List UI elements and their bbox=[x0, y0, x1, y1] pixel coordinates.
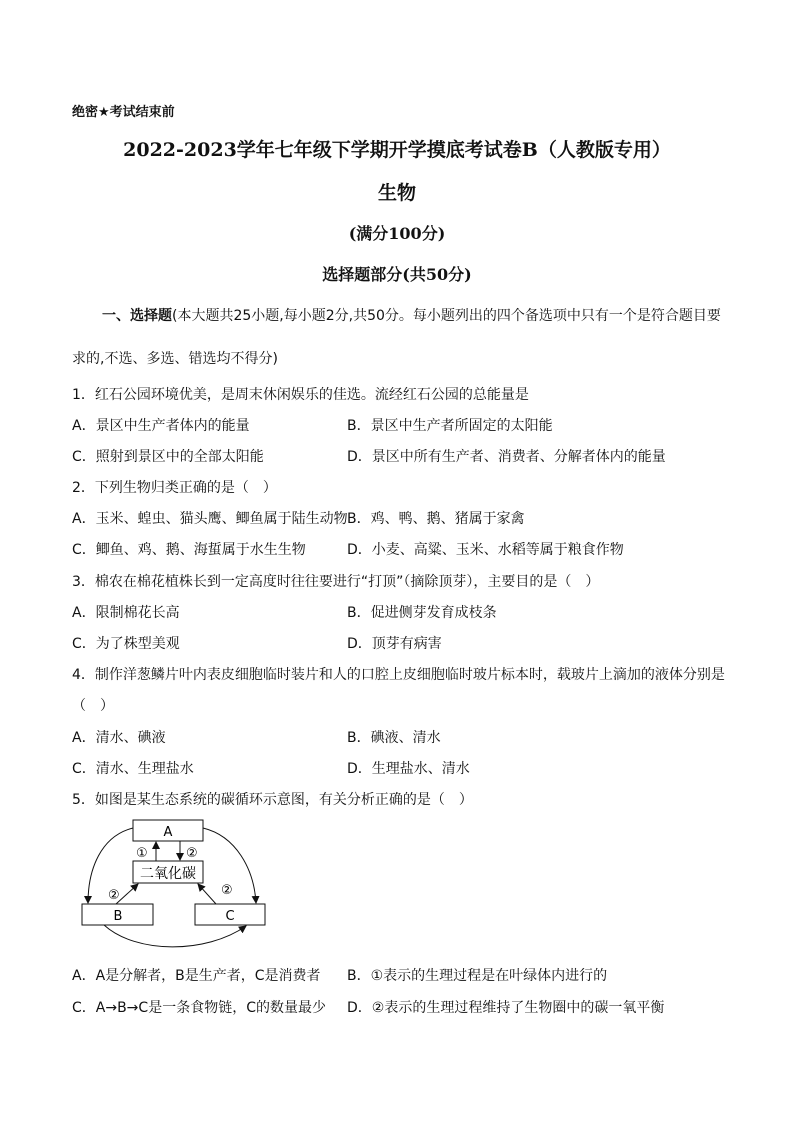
box-a-label: A bbox=[163, 825, 173, 840]
question-1-option-a: A．景区中生产者体内的能量 bbox=[72, 418, 250, 434]
arrow-b-to-c bbox=[104, 925, 246, 947]
confidential-label: 绝密★考试结束前 bbox=[72, 105, 175, 120]
question-5-stem: 5．如图是某生态系统的碳循环示意图，有关分析正确的是（ ） bbox=[72, 792, 473, 808]
exam-title: 2022-2023学年七年级下学期开学摸底考试卷B（人教版专用） bbox=[123, 139, 671, 161]
question-2-option-c: C．鲫鱼、鸡、鹅、海蜇属于水生生物 bbox=[72, 542, 306, 558]
question-2-option-d: D．小麦、高粱、玉米、水稻等属于粮食作物 bbox=[347, 542, 624, 558]
question-5-option-c: C．A→B→C是一条食物链，C的数量最少 bbox=[72, 1000, 326, 1016]
question-2-option-a: A．玉米、蝗虫、猫头鹰、鲫鱼属于陆生动物 bbox=[72, 511, 348, 527]
instructions-continued: 求的,不选、多选、错选均不得分) bbox=[72, 351, 278, 367]
question-4-option-d: D．生理盐水、清水 bbox=[347, 761, 470, 777]
box-b-label: B bbox=[113, 909, 123, 924]
question-5-option-b: B．①表示的生理过程是在叶绿体内进行的 bbox=[347, 968, 608, 984]
question-3-option-b: B．促进侧芽发育成枝条 bbox=[347, 605, 497, 621]
question-2-stem: 2．下列生物归类正确的是（ ） bbox=[72, 480, 277, 496]
question-4-option-b: B．碘液、清水 bbox=[347, 730, 441, 746]
arrow-c-to-co2 bbox=[198, 884, 216, 904]
section-label: 一、选择题 bbox=[102, 308, 172, 324]
question-1-option-b: B．景区中生产者所固定的太阳能 bbox=[347, 418, 553, 434]
instructions-text: (本大题共25小题,每小题2分,共50分。每小题列出的四个备选项中只有一个是符合题目要 bbox=[172, 308, 721, 324]
question-3-option-a: A．限制棉花长高 bbox=[72, 605, 180, 621]
question-1-option-c: C．照射到景区中的全部太阳能 bbox=[72, 449, 264, 465]
box-c-label: C bbox=[225, 909, 235, 924]
box-co2-label: 二氧化碳 bbox=[140, 866, 196, 882]
question-4-stem-continued: （ ） bbox=[72, 698, 114, 714]
section-instructions bbox=[102, 305, 721, 325]
carbon-cycle-diagram bbox=[76, 814, 276, 952]
question-2-option-b: B．鸡、鸭、鹅、猪属于家禽 bbox=[347, 511, 525, 527]
question-4-stem: 4．制作洋葱鳞片叶内表皮细胞临时装片和人的口腔上皮细胞临时玻片标本时，载玻片上滴加的液体分别是 bbox=[72, 667, 725, 683]
question-5-option-a: A．A是分解者，B是生产者，C是消费者 bbox=[72, 968, 321, 984]
question-3-option-c: C．为了株型美观 bbox=[72, 636, 180, 652]
question-4-option-c: C．清水、生理盐水 bbox=[72, 761, 194, 777]
question-3-option-d: D．顶芽有病害 bbox=[347, 636, 442, 652]
question-3-stem: 3．棉农在棉花植株长到一定高度时往往要进行“打顶”（摘除顶芽），主要目的是（ ） bbox=[72, 574, 600, 590]
question-5-option-d: D．②表示的生理过程维持了生物圈中的碳一氧平衡 bbox=[347, 1000, 665, 1016]
mark-2-top: ② bbox=[186, 846, 198, 861]
mark-1: ① bbox=[136, 846, 148, 861]
question-1-option-d: D．景区中所有生产者、消费者、分解者体内的能量 bbox=[347, 449, 666, 465]
question-1-stem: 1．红石公园环境优美，是周末休闲娱乐的佳选。流经红石公园的总能量是 bbox=[72, 387, 529, 403]
mark-2-left: ② bbox=[108, 888, 120, 903]
full-score: (满分100分) bbox=[348, 224, 446, 243]
question-4-option-a: A．清水、碘液 bbox=[72, 730, 166, 746]
section-title: 选择题部分(共50分) bbox=[322, 265, 472, 284]
mark-2-right: ② bbox=[221, 883, 233, 898]
subject-title: 生物 bbox=[377, 182, 416, 204]
